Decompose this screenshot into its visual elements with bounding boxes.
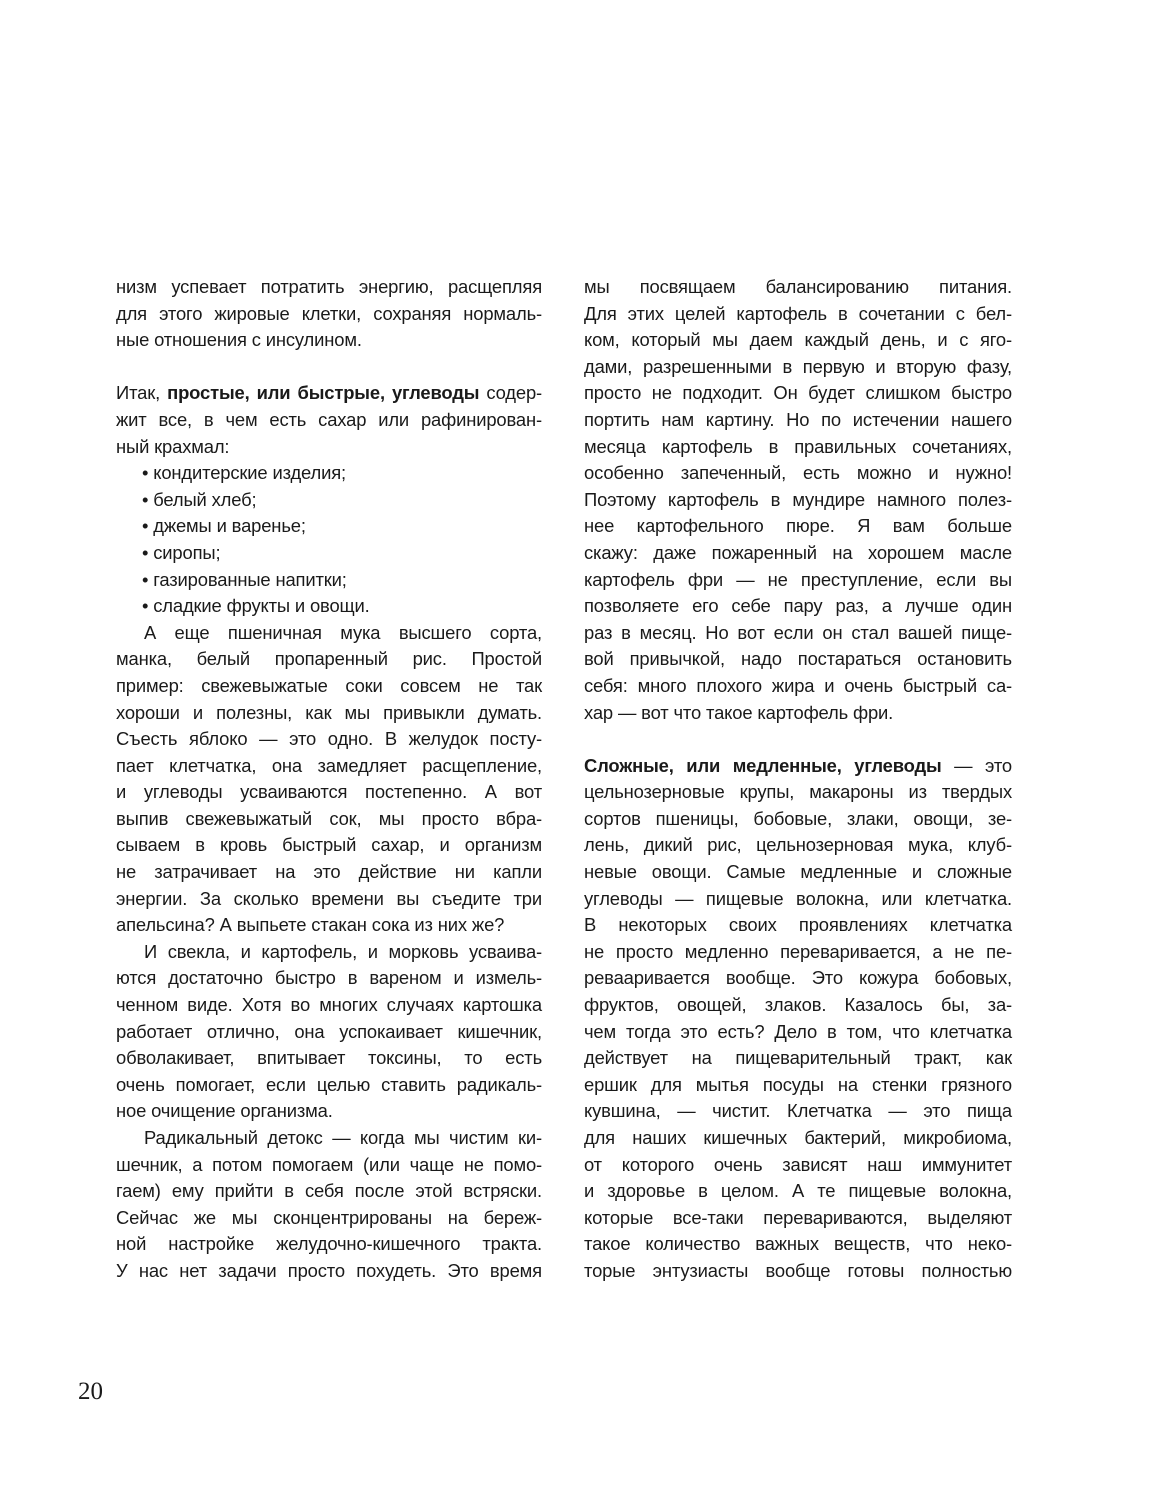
text-line: ются достаточно быстро в вареном и измель- <box>116 967 542 989</box>
text-line: лень, дикий рис, цельнозерновая мука, клуб- <box>584 834 1012 856</box>
text-line: жит все, в чем есть сахар или рафинирован- <box>116 408 542 430</box>
text-line: ное очищение организма. <box>116 1100 333 1122</box>
paragraph-potatoes <box>584 274 1012 726</box>
text-run: Итак, <box>116 382 168 404</box>
text-line: сываем в кровь быстрый сахар, и организм <box>116 834 542 856</box>
text-line: картофель фри — не преступление, если вы <box>584 568 1012 590</box>
text-line: И свекла, и картофель, и морковь усваива- <box>144 940 542 962</box>
text-line: вой привычкой, надо постараться остановить <box>584 648 1012 670</box>
paragraph-simple-carbs <box>116 380 542 460</box>
text-line: нее картофельного пюре. Я вам больше <box>584 515 1012 537</box>
text-line: хороши и полезны, как мы привыкли думать. <box>116 701 542 723</box>
text-line: торые энтузиасты вообще готовы полностью <box>584 1259 1012 1281</box>
text-line: шечник, а потом помогаем (или чаще не помо- <box>116 1153 542 1175</box>
list-item: • джемы и варенье; <box>142 515 306 537</box>
text-line: не просто медленно переваривается, а не пе- <box>584 940 1012 962</box>
text-line: не затрачивает на это действие ни капли <box>116 861 542 883</box>
text-line: Для этих целей картофель в сочетании с бел- <box>584 302 1012 324</box>
page-number: 20 <box>78 1378 103 1405</box>
simple-carbs-term: простые, или быстрые, углеводы <box>167 382 480 404</box>
text-line: Съесть яблоко — это одно. В желудок посту- <box>116 728 542 750</box>
text-line: цельнозерновые крупы, макароны из твердых <box>584 781 1012 803</box>
text-line: скажу: даже пожаренный на хорошем масле <box>584 541 1012 563</box>
text-line: себя: много плохого жира и очень быстрый са- <box>584 674 1012 696</box>
list-item: • сладкие фрукты и овощи. <box>142 595 370 617</box>
text-line: ченном виде. Хотя во многих случаях картошка <box>116 994 542 1016</box>
text-line: портить нам картину. Но по истечении нашего <box>584 408 1012 430</box>
text-line: А еще пшеничная мука высшего сорта, <box>144 621 542 643</box>
text-line: ный крахмал: <box>116 435 230 457</box>
text-line: действует на пищеварительный тракт, как <box>584 1047 1012 1069</box>
text-line: сортов пшеницы, бобовые, злаки, овощи, зе- <box>584 807 1012 829</box>
text-line: ком, который мы даем каждый день, и с яго- <box>584 329 1012 351</box>
complex-carbs-term: Сложные, или медленные, углеводы <box>584 754 942 776</box>
list-item: • сиропы; <box>142 541 221 563</box>
text-line: гаем) ему прийти в себя после этой встряски. <box>116 1180 542 1202</box>
text-line: Поэтому картофель в мундире намного полез- <box>584 488 1012 510</box>
text-line: чем тогда это есть? Дело в том, что клетчатка <box>584 1020 1012 1042</box>
text-line: очень помогает, если целью ставить радикаль- <box>116 1073 542 1095</box>
text-line: просто не подходит. Он будет слишком быстро <box>584 382 1012 404</box>
text-line: месяца картофель в правильных сочетаниях, <box>584 435 1012 457</box>
text-line: апельсина? А выпьете стакан сока из них же? <box>116 914 505 936</box>
text-line: В некоторых своих проявлениях клетчатка <box>584 914 1012 936</box>
text-line: обволакивает, впитывает токсины, то есть <box>116 1047 542 1069</box>
text-line: углеводы — пищевые волокна, или клетчатка. <box>584 887 1012 909</box>
left-column <box>116 274 542 1285</box>
text-line: для наших кишечных бактерий, микробиома, <box>584 1127 1012 1148</box>
text-line: раз в месяц. Но вот если он стал вашей пище- <box>584 621 1012 643</box>
text-line <box>584 753 1012 780</box>
text-line: от которого очень зависят наш иммунитет <box>584 1153 1012 1175</box>
paragraph-complex-carbs <box>584 753 1012 1285</box>
list-item: • белый хлеб; <box>142 488 257 510</box>
text-line: мы посвящаем балансированию питания. <box>584 276 1012 297</box>
text-line: которые все-таки перевариваются, выделяют <box>584 1206 1012 1228</box>
right-column <box>584 274 1012 1285</box>
text-line: фруктов, овощей, злаков. Казалось бы, за- <box>584 994 1012 1016</box>
text-line: манка, белый пропаренный рис. Простой <box>116 648 542 670</box>
text-line: У нас нет задачи просто похудеть. Это время <box>116 1259 542 1281</box>
text-line: такое количество важных веществ, что неко- <box>584 1233 1012 1255</box>
text-line: низм успевает потратить энергию, расщепляя <box>116 276 542 297</box>
simple-carbs-list <box>116 460 542 620</box>
paragraph-energy <box>116 274 542 354</box>
text-line: особенно запеченный, есть можно и нужно! <box>584 462 1012 484</box>
paragraph-gap <box>584 726 1012 753</box>
text-line: Радикальный детокс — когда мы чистим ки- <box>144 1127 542 1148</box>
text-line: работает отлично, она успокаивает кишечник, <box>116 1020 542 1042</box>
text-line: энергии. За сколько времени вы съедите три <box>116 887 542 909</box>
text-line: для этого жировые клетки, сохраняя нормаль- <box>116 302 542 324</box>
paragraph-juices <box>116 620 542 939</box>
text-line: и здоровье в целом. А те пищевые волокна, <box>584 1180 1012 1202</box>
text-line: дами, разрешенными в первую и вторую фазу, <box>584 355 1012 377</box>
text-line: хар — вот что такое картофель фри. <box>584 701 894 723</box>
list-item: • кондитерские изделия; <box>142 462 346 484</box>
text-line: пает клетчатка, она замедляет расщепление, <box>116 754 542 776</box>
text-line <box>116 380 542 407</box>
text-line: ные отношения с инсулином. <box>116 329 362 351</box>
paragraph-gap <box>116 354 542 381</box>
list-item: • газированные напитки; <box>142 568 347 590</box>
text-line: невые овощи. Самые медленные и сложные <box>584 861 1012 883</box>
text-run: содер- <box>479 382 542 404</box>
text-line: позволяете его себе пару раз, а лучше один <box>584 595 1012 617</box>
text-line: пример: свежевыжатые соки совсем не так <box>116 674 542 696</box>
text-line: кувшина, — чистит. Клетчатка — это пища <box>584 1100 1012 1122</box>
paragraph-detox <box>116 1125 542 1285</box>
paragraph-vegetables <box>116 939 542 1125</box>
text-line: и углеводы усваиваются постепенно. А вот <box>116 781 542 803</box>
text-line: выпив свежевыжатый сок, мы просто вбра- <box>116 807 542 829</box>
text-line: Сейчас же мы сконцентрированы на береж- <box>116 1206 542 1228</box>
text-line: ревааривается вообще. Это кожура бобовых, <box>584 967 1012 989</box>
text-line: ершик для мытья посуды на стенки грязного <box>584 1073 1012 1095</box>
text-line: ной настройке желудочно-кишечного тракта. <box>116 1233 542 1255</box>
text-run: — это <box>941 754 1012 776</box>
